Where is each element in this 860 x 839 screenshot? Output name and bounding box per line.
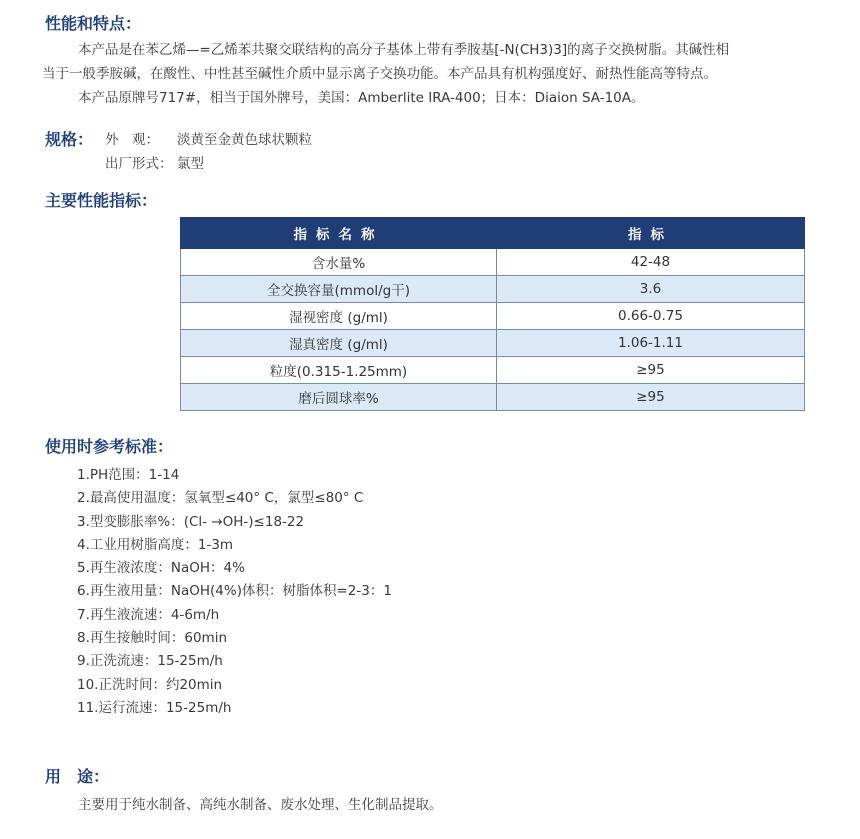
table-row bbox=[181, 303, 805, 330]
table-cell-name: 磨后圆球率% bbox=[181, 384, 497, 411]
list-item: 10.正洗时间：约20min bbox=[77, 676, 223, 693]
table-row bbox=[181, 384, 805, 411]
spec-appearance-label: 外 观： bbox=[105, 132, 159, 148]
table-cell-name: 湿真密度 (g/ml) bbox=[181, 330, 497, 357]
table-header-value: 指标 bbox=[497, 218, 805, 249]
table-cell-value: 0.66-0.75 bbox=[497, 303, 805, 330]
table-cell-name: 全交换容量(mmol/g干) bbox=[181, 276, 497, 303]
table-cell-value: ≥95 bbox=[497, 384, 805, 411]
table-header-row bbox=[181, 218, 805, 249]
spec-appearance bbox=[105, 128, 312, 148]
spec-delivery-form bbox=[105, 152, 204, 172]
features-heading: 性能和特点： bbox=[45, 14, 142, 33]
reference-list bbox=[77, 464, 392, 720]
table-cell-name: 含水量% bbox=[181, 249, 497, 276]
list-item: 9.正洗流速：15-25m/h bbox=[77, 653, 223, 670]
table-header-name: 指标名称 bbox=[181, 218, 497, 249]
list-item: 6.再生液用量：NaOH(4%)体积：树脂体积=2-3：1 bbox=[77, 583, 392, 600]
list-item: 5.再生液浓度：NaOH：4% bbox=[77, 560, 245, 577]
spec-appearance-value: 淡黄至金黄色球状颗粒 bbox=[177, 132, 312, 148]
performance-heading: 主要性能指标： bbox=[45, 191, 158, 210]
usage-text: 主要用于纯水制备、高纯水制备、废水处理、生化制品提取。 bbox=[78, 797, 443, 813]
table-cell-name: 粒度(0.315-1.25mm) bbox=[181, 357, 497, 384]
usage-heading: 用 途： bbox=[45, 767, 110, 786]
table-cell-value: 3.6 bbox=[497, 276, 805, 303]
table-row bbox=[181, 249, 805, 276]
features-paragraph-2: 当于一般季胺碱，在酸性、中性甚至碱性介质中显示离子交换功能。本产品具有机构强度好、耐热性能高等特点。 bbox=[42, 66, 717, 82]
table-row bbox=[181, 276, 805, 303]
list-item: 1.PH范围：1-14 bbox=[77, 467, 180, 483]
list-item: 4.工业用树脂高度：1-3m bbox=[77, 536, 234, 553]
list-item: 7.再生液流速：4-6m/h bbox=[77, 606, 220, 623]
performance-table bbox=[180, 217, 805, 411]
features-paragraph-3: 本产品原牌号717#，相当于国外牌号，美国：Amberlite IRA-400；日本：Diaion SA-10A。 bbox=[78, 90, 645, 106]
table-cell-value: 1.06-1.11 bbox=[497, 330, 805, 357]
features-paragraph-1: 本产品是在苯乙烯—=乙烯苯共聚交联结构的高分子基体上带有季胺基[-N(CH3)3]的离子交换树脂。其碱性相 bbox=[78, 42, 730, 58]
table-cell-name: 湿视密度 (g/ml) bbox=[181, 303, 497, 330]
table-row bbox=[181, 357, 805, 384]
table-cell-value: ≥95 bbox=[497, 357, 805, 384]
list-item: 11.运行流速：15-25m/h bbox=[77, 699, 232, 716]
list-item: 3.型变膨胀率%：(Cl- →OH-)≤18-22 bbox=[77, 513, 305, 530]
table-row bbox=[181, 330, 805, 357]
list-item: 2.最高使用温度：氢氧型≤40° C，氯型≤80° C bbox=[77, 490, 364, 507]
list-item: 8.再生接触时间：60min bbox=[77, 630, 228, 647]
spec-delivery-form-label: 出厂形式： bbox=[105, 156, 173, 172]
spec-delivery-form-value: 氯型 bbox=[177, 156, 204, 172]
spec-heading: 规格： bbox=[45, 130, 94, 149]
reference-heading: 使用时参考标准： bbox=[45, 437, 174, 456]
table-cell-value: 42-48 bbox=[497, 249, 805, 276]
